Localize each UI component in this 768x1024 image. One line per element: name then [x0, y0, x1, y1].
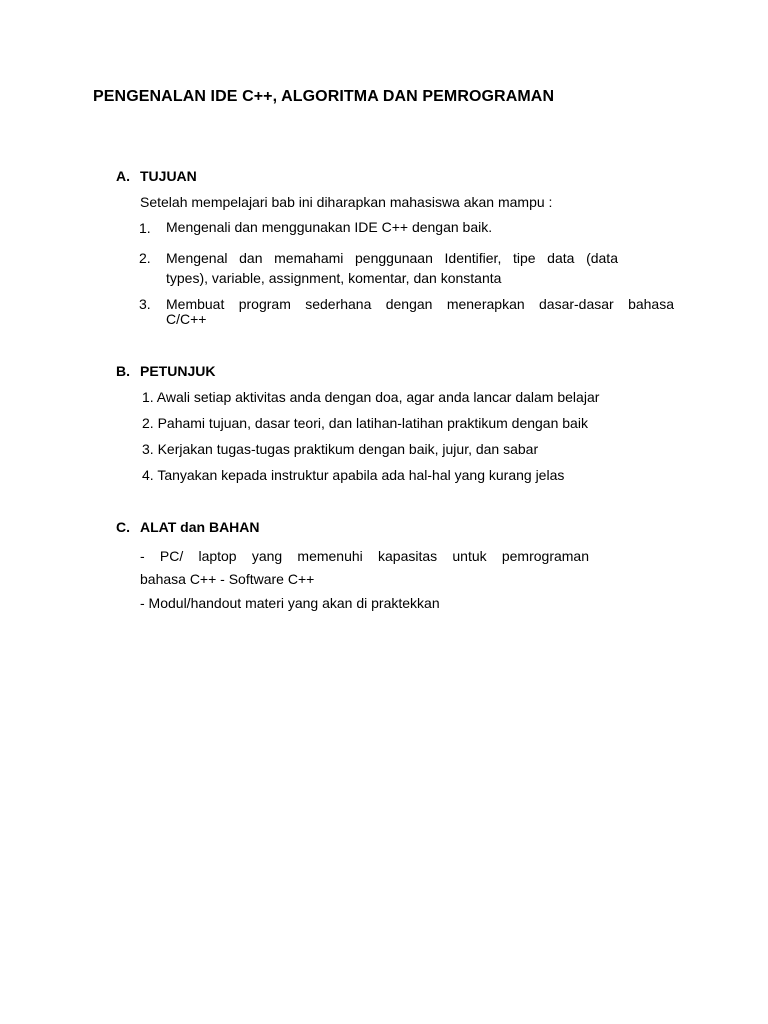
- section-c-title: ALAT dan BAHAN: [140, 519, 260, 535]
- section-b-item-3: 3. Kerjakan tugas-tugas praktikum dengan baik, jujur, dan sabar: [142, 441, 539, 457]
- section-a-title: TUJUAN: [140, 168, 197, 184]
- section-a-item-1-number: 1.: [139, 220, 151, 236]
- section-a-item-3-number: 3.: [139, 296, 151, 312]
- section-c-line-1: - PC/ laptop yang memenuhi kapasitas untuk pemrograman: [140, 548, 589, 564]
- section-a-intro: Setelah mempelajari bab ini diharapkan mahasiswa akan mampu :: [140, 194, 553, 210]
- section-a-item-2-line1: Mengenal dan memahami penggunaan Identifier, tipe data (data: [166, 250, 618, 266]
- section-c-line-2: bahasa C++ - Software C++: [140, 571, 315, 587]
- section-c-letter: C.: [116, 519, 130, 535]
- section-b-item-2: 2. Pahami tujuan, dasar teori, dan latihan-latihan praktikum dengan baik: [142, 415, 588, 431]
- section-a-item-3-line1: Membuat program sederhana dengan menerapkan dasar-dasar bahasa: [166, 296, 674, 312]
- section-b-item-1: 1. Awali setiap aktivitas anda dengan doa, agar anda lancar dalam belajar: [142, 389, 600, 405]
- section-b-title: PETUNJUK: [140, 363, 216, 379]
- section-b-letter: B.: [116, 363, 130, 379]
- section-a-item-2-number: 2.: [139, 250, 151, 266]
- section-b-item-4: 4. Tanyakan kepada instruktur apabila ada hal-hal yang kurang jelas: [142, 467, 565, 483]
- section-a-item-2-line2: types), variable, assignment, komentar, dan konstanta: [166, 270, 502, 286]
- section-c-line-3: - Modul/handout materi yang akan di praktekkan: [140, 595, 440, 611]
- section-a-item-1-text: Mengenali dan menggunakan IDE C++ dengan baik.: [166, 219, 493, 235]
- section-a-item-3-line2: C/C++: [166, 311, 207, 327]
- document-title: PENGENALAN IDE C++, ALGORITMA DAN PEMROGRAMAN: [93, 88, 555, 105]
- section-a-letter: A.: [116, 168, 130, 184]
